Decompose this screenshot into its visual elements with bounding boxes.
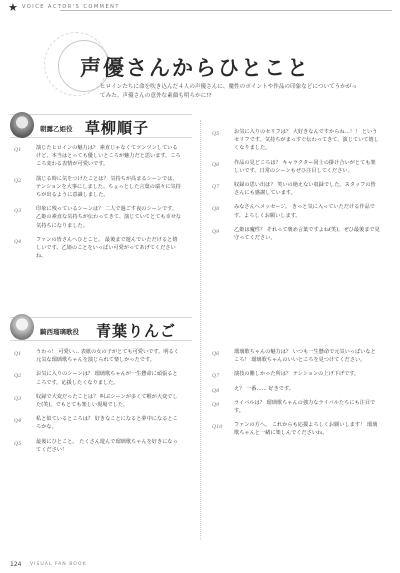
qa-item (14, 348, 182, 364)
question-badge: Q10 (212, 424, 223, 431)
question-badge: Q3 (14, 208, 22, 215)
question-badge: Q9 (212, 228, 220, 235)
cast-avatar-2 (10, 314, 34, 340)
qa-item (212, 226, 380, 242)
question-badge: Q1 (14, 351, 22, 357)
qa-column-right-top (212, 128, 380, 248)
question-badge: Q9 (212, 401, 220, 408)
answer-text: お気に入りのセリフは？ 大好きなんですからね…！！ というセリフです。気持ちがまっすぐ伝わってきて、演じていて嬉しくなりました。 (234, 129, 379, 152)
page-number: 124 (10, 561, 22, 568)
question-badge: Q6 (212, 351, 220, 357)
question-badge: Q5 (14, 440, 22, 447)
answer-text: 収録の思い出は？ 笑いの絶えない収録でした。スタッフの皆さんにも感謝しています。 (234, 182, 376, 197)
cast-name-1: 草柳順子 (85, 119, 150, 137)
question-badge: Q7 (212, 373, 220, 380)
qa-item (14, 175, 182, 200)
answer-text: 私と似ているところは？ 好きなことになると夢中になるところかな。 (36, 416, 178, 431)
question-badge: Q2 (14, 373, 22, 380)
answer-text: 最後にひとこと。 たくさん遊んで瑠璃歌ちゃんを好きになってください！ (36, 438, 178, 453)
qa-item (14, 205, 182, 230)
question-badge: Q7 (212, 184, 220, 191)
question-badge: Q1 (14, 147, 22, 153)
qa-item (212, 421, 380, 437)
qa-item (212, 181, 380, 197)
qa-column-left-top (14, 144, 182, 266)
qa-item (14, 415, 182, 431)
question-badge: Q2 (14, 177, 22, 184)
qa-column-right-bottom (212, 348, 380, 444)
qa-item (14, 144, 182, 169)
qa-item (14, 370, 182, 386)
answer-text: 瑠璃歌ちゃんの魅力は？ いつも一生懸命で元気いっぱいなところ！ 瑠璃歌ちゃんのいいところを見つけてください。 (234, 349, 376, 364)
question-badge: Q4 (14, 418, 22, 425)
answer-text: 演じる時に気をつけたことは？ 気持ちが高まるシーンでは、テンションを大事にしました。ちょっとした言葉の端々に気持ちが出るように意識しました。 (36, 175, 181, 199)
qa-item (14, 393, 182, 409)
cast-role-1: 朝露乙姫役 (40, 125, 73, 133)
answer-text: 演技の難しかった所は？ テンションの上げ下げです。 (234, 371, 360, 378)
answer-text: ライバルは？ 瑠璃歌ちゃんの強力なライバルたちにも注目です。 (234, 399, 376, 415)
question-badge: Q4 (14, 238, 22, 245)
answer-text: 演じたヒロインの魅力は？ 素直じゃなくてツンツンしているけど、本当はとっても優しいところが魅力だと思います。ころころ変わる表情が可愛いです。 (36, 145, 181, 168)
cast-role-2: 騎西瑠璃歌役 (40, 328, 79, 336)
qa-item (212, 399, 380, 415)
question-badge: Q8 (212, 206, 220, 213)
answer-text: え？ 一番…… 好きです。 (234, 385, 294, 392)
answer-text: みなさんへメッセージ。 きっと気に入っていただける作品です。よろしくお願いします。 (234, 204, 375, 219)
intro-text: ヒロインたちに命を吹き込んだ４人の声優さんに、魔性のポイントや作品の印象などについてうかがってみた。声優さんの意外な素顔も明らかに!? (100, 84, 358, 99)
question-badge: Q8 (212, 387, 220, 394)
answer-text: 印象に残っているシーンは？ 二人で過ごす夜のシーンです。乙姫の素直な気持ちが伝わってきて、演じていてとても幸せな気持ちになりました。 (36, 206, 182, 229)
qa-item (14, 236, 182, 261)
column-divider (200, 120, 202, 540)
qa-item (212, 348, 380, 364)
page-title: 声優さんからひとこと (80, 55, 310, 80)
question-badge: Q5 (212, 131, 220, 137)
cast-name-2: 青葉りんご (96, 322, 177, 340)
answer-text: 乙姫は魔性？ それって褒め言葉ですよね(笑)。ぜひ最後まで見守ってください。 (234, 226, 380, 242)
question-badge: Q6 (212, 161, 220, 168)
answer-text: 収録で大変だったことは？ 叫ぶシーンが多くて喉が大変でした(笑)。でもとても楽しい現場でした。 (36, 393, 178, 409)
answer-text: うわっ！ 可愛い… 表紙の女の子がとても可愛いです。明るく元気な瑠璃歌ちゃんを演じられて楽しかったです。 (36, 349, 179, 364)
star-icon: ★ (8, 1, 18, 14)
answer-text: ファンの方へ。 これからも応援よろしくお願いします！ 瑠璃歌ちゃんと一緒に楽しんでくださいね。 (234, 422, 378, 437)
qa-column-left-bottom (14, 348, 182, 460)
cast-avatar-1 (10, 112, 34, 138)
qa-item (212, 385, 380, 393)
answer-text: 作品の見どころは？ キャラクター同士の掛け合いがとても楽しいです。日常のシーンもぜひ注目してください。 (234, 159, 376, 174)
question-badge: Q3 (14, 395, 22, 402)
qa-item (212, 203, 380, 219)
answer-text: お気に入りのシーンは？ 瑠璃歌ちゃんが一生懸命に頑張るところです。応援したくなりました。 (36, 371, 178, 386)
qa-item (212, 159, 380, 175)
qa-item (212, 128, 380, 153)
qa-item (14, 438, 182, 454)
qa-item (212, 370, 380, 378)
section-tag: VOICE ACTOR'S COMMENT (22, 4, 120, 10)
answer-text: ファンの皆さんへひとこと。 最後まで遊んでいただけると嬉しいです。乙姫のことをいっぱい可愛がってあげてくださいね。 (36, 236, 178, 260)
header-rule (60, 10, 392, 11)
footer-text: VISUAL FAN BOOK (30, 562, 87, 567)
